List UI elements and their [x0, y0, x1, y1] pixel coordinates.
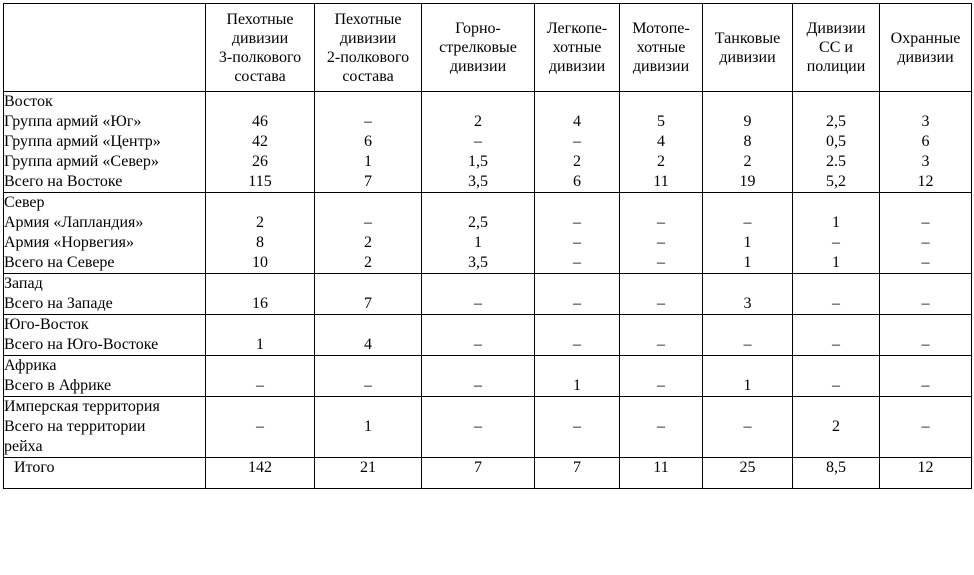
spacer: [206, 356, 314, 376]
cell-value: 0,5: [826, 133, 846, 150]
spacer: [620, 92, 702, 112]
value-cell: [620, 315, 703, 356]
spacer: [315, 315, 421, 335]
col-header-light-infantry: [535, 4, 620, 92]
section-header: Запад: [4, 275, 43, 292]
spacer: [315, 437, 421, 457]
col-header-panzer: [703, 4, 793, 92]
spacer: [535, 315, 619, 335]
value-cell: [422, 274, 535, 315]
spacer: [535, 397, 619, 417]
cell-value: 4: [364, 336, 372, 353]
value-cell: [206, 315, 315, 356]
value-cell: [535, 193, 620, 274]
cell-value: –: [573, 295, 581, 312]
total-row: [4, 458, 972, 489]
corner-cell: [4, 4, 206, 92]
row-label-cell: [4, 274, 206, 315]
spacer: [206, 193, 314, 213]
row-label: Всего на Востоке: [4, 173, 123, 190]
spacer: [703, 356, 792, 376]
col-header-line: стрелковые: [439, 39, 517, 56]
spacer: [620, 274, 702, 294]
value-cell: [620, 397, 703, 458]
spacer: [422, 193, 534, 213]
cell-value: –: [474, 377, 482, 394]
cell-value: –: [474, 418, 482, 435]
spacer: [793, 92, 879, 112]
col-header-line: Охранные: [890, 29, 961, 47]
spacer: [422, 92, 534, 112]
cell-value: 12: [917, 173, 934, 190]
cell-value: 10: [252, 254, 268, 271]
col-header-line: Мотопе-: [632, 20, 690, 37]
spacer: [703, 437, 792, 457]
col-header-line: дивизии: [632, 58, 690, 75]
spacer: [315, 92, 421, 112]
value-cell: [535, 274, 620, 315]
cell-value: –: [573, 418, 581, 435]
value-cell: [315, 274, 422, 315]
cell-value: 1: [832, 214, 840, 231]
row-label: Группа армий «Север»: [4, 153, 159, 170]
cell-value: –: [657, 377, 665, 394]
cell-value: –: [921, 214, 930, 231]
cell-value: –: [364, 377, 372, 394]
value-cell: [703, 397, 793, 458]
spacer: [703, 397, 792, 417]
cell-value: 6: [921, 133, 930, 150]
cell-value: 1: [743, 377, 752, 394]
spacer: [880, 193, 971, 213]
spacer: [880, 92, 971, 112]
cell-value: –: [657, 336, 665, 353]
cell-value: –: [921, 295, 930, 312]
cell-value: –: [256, 418, 264, 435]
col-header-mountain: [422, 4, 535, 92]
value-cell: [793, 92, 880, 193]
cell-value: 3,5: [468, 173, 488, 190]
section-header: Юго-Восток: [4, 316, 89, 333]
cell-value: 1: [743, 234, 752, 251]
cell-value: 8: [743, 133, 752, 150]
col-header-line: Пехотные: [334, 10, 402, 28]
row-label: Группа армий «Центр»: [4, 133, 161, 150]
col-header-infantry-3-regiment: [206, 4, 315, 92]
spacer: [422, 437, 534, 457]
cell-value: –: [743, 336, 752, 353]
cell-value: 7: [364, 173, 372, 190]
cell-value: 42: [252, 133, 268, 150]
cell-value: –: [743, 418, 752, 435]
value-cell: [535, 92, 620, 193]
cell-value: –: [921, 336, 930, 353]
cell-value: –: [573, 234, 581, 251]
col-header-line: хотные: [552, 39, 602, 56]
cell-value: 2: [474, 113, 482, 130]
cell-value: 2: [256, 214, 264, 231]
spacer: [703, 92, 792, 112]
cell-value: 1: [364, 153, 372, 170]
total-value: 8,5: [793, 458, 880, 489]
cell-value: –: [921, 254, 930, 271]
section-header: Африка: [4, 357, 57, 374]
spacer: [315, 356, 421, 376]
value-cell: [703, 92, 793, 193]
cell-value: 3,5: [468, 254, 488, 271]
spacer: [620, 437, 702, 457]
value-cell: [703, 315, 793, 356]
value-cell: [206, 356, 315, 397]
section-header: Имперская территория: [4, 398, 160, 415]
spacer: [703, 193, 792, 213]
col-header-line: дивизии: [719, 48, 776, 66]
col-header-line: Легкопе-: [546, 20, 608, 37]
cell-value: 1: [364, 418, 372, 435]
spacer: [703, 315, 792, 335]
cell-value: 19: [739, 173, 756, 190]
col-header-line: дивизии: [548, 58, 606, 75]
total-value: 21: [315, 458, 422, 489]
cell-value: 2: [832, 418, 840, 435]
cell-value: –: [474, 133, 482, 150]
cell-value: –: [921, 234, 930, 251]
value-cell: [206, 92, 315, 193]
cell-value: –: [573, 254, 581, 271]
value-cell: [422, 315, 535, 356]
spacer: [880, 315, 971, 335]
value-cell: [703, 274, 793, 315]
cell-value: 2: [364, 234, 372, 251]
col-header-security: [880, 4, 972, 92]
row-label-cell: [4, 92, 206, 193]
spacer: [422, 356, 534, 376]
total-label: Итого: [4, 458, 206, 489]
cell-value: 5: [657, 113, 665, 130]
value-cell: [315, 193, 422, 274]
spacer: [422, 274, 534, 294]
spacer: [206, 274, 314, 294]
row-label: Армия «Лапландия»: [4, 214, 144, 231]
spacer: [535, 437, 619, 457]
row-label-line: Всего на территории: [4, 418, 146, 435]
cell-value: 2,5: [826, 113, 846, 130]
cell-value: –: [657, 234, 665, 251]
group-row: [4, 315, 972, 356]
cell-value: –: [921, 418, 930, 435]
spacer: [703, 274, 792, 294]
value-cell: [315, 397, 422, 458]
col-header-line: хотные: [636, 39, 686, 56]
spacer: [793, 274, 879, 294]
cell-value: 115: [248, 173, 272, 190]
cell-value: 2: [743, 153, 752, 170]
group-row: [4, 397, 972, 458]
spacer: [793, 437, 879, 457]
row-label-line: рейха: [4, 438, 43, 455]
spacer: [620, 193, 702, 213]
cell-value: –: [832, 234, 840, 251]
value-cell: [793, 397, 880, 458]
col-header-line: 3-полкового: [218, 48, 302, 66]
value-cell: [206, 193, 315, 274]
cell-value: –: [657, 418, 665, 435]
value-cell: [880, 193, 972, 274]
cell-value: 1: [832, 254, 840, 271]
col-header-line: Танковые: [714, 29, 781, 47]
section-header: Север: [4, 194, 45, 211]
spacer: [315, 397, 421, 417]
spacer: [206, 397, 314, 417]
cell-value: 2.5: [826, 153, 846, 170]
row-label: Всего на Севере: [4, 254, 115, 271]
section-header: Восток: [4, 93, 53, 110]
row-label: Всего на Западе: [4, 295, 113, 312]
cell-value: –: [832, 295, 840, 312]
value-cell: [880, 397, 972, 458]
cell-value: 4: [573, 113, 581, 130]
col-header-line: Горно-: [455, 20, 501, 37]
row-label-cell: [4, 315, 206, 356]
cell-value: –: [743, 214, 752, 231]
group-row: [4, 92, 972, 193]
spacer: [206, 315, 314, 335]
total-value: 12: [880, 458, 972, 489]
col-header-line: Дивизии: [806, 20, 866, 37]
cell-value: 8: [256, 234, 264, 251]
spacer: [206, 92, 314, 112]
cell-value: 1: [256, 336, 264, 353]
cell-value: –: [474, 295, 482, 312]
value-cell: [880, 356, 972, 397]
value-cell: [793, 315, 880, 356]
value-cell: [880, 315, 972, 356]
value-cell: [422, 92, 535, 193]
cell-value: 3: [921, 113, 930, 130]
value-cell: [793, 193, 880, 274]
cell-value: –: [364, 113, 372, 130]
spacer: [315, 193, 421, 213]
cell-value: 6: [573, 173, 581, 190]
cell-value: 3: [921, 153, 930, 170]
cell-value: –: [657, 295, 665, 312]
value-cell: [315, 356, 422, 397]
spacer: [315, 274, 421, 294]
cell-value: 11: [653, 173, 669, 190]
value-cell: [703, 193, 793, 274]
value-cell: [880, 274, 972, 315]
value-cell: [880, 92, 972, 193]
cell-value: 2,5: [468, 214, 488, 231]
value-cell: [206, 274, 315, 315]
col-header-line: дивизии: [339, 29, 397, 47]
group-row: [4, 193, 972, 274]
group-row: [4, 356, 972, 397]
col-header-motorized: [620, 4, 703, 92]
spacer: [535, 193, 619, 213]
cell-value: –: [364, 214, 372, 231]
spacer: [620, 315, 702, 335]
row-label: Всего в Африке: [4, 377, 112, 394]
row-label: Армия «Норвегия»: [4, 234, 134, 251]
col-header-line: полиции: [806, 58, 866, 75]
value-cell: [535, 356, 620, 397]
spacer: [793, 315, 879, 335]
col-header-line: дивизии: [231, 29, 289, 47]
cell-value: –: [256, 377, 264, 394]
cell-value: 2: [364, 254, 372, 271]
cell-value: –: [657, 254, 665, 271]
spacer: [880, 356, 971, 376]
cell-value: –: [474, 336, 482, 353]
spacer: [206, 437, 314, 457]
cell-value: 7: [364, 295, 372, 312]
total-value: 142: [206, 458, 315, 489]
row-label-cell: [4, 356, 206, 397]
col-header-infantry-2-regiment: [315, 4, 422, 92]
total-value: 7: [422, 458, 535, 489]
cell-value: 46: [252, 113, 268, 130]
spacer: [880, 274, 971, 294]
cell-value: –: [657, 214, 665, 231]
value-cell: [793, 356, 880, 397]
value-cell: [620, 274, 703, 315]
value-cell: [535, 315, 620, 356]
spacer: [793, 356, 879, 376]
value-cell: [422, 193, 535, 274]
value-cell: [535, 397, 620, 458]
cell-value: 1: [474, 234, 482, 251]
spacer: [535, 356, 619, 376]
value-cell: [620, 356, 703, 397]
value-cell: [793, 274, 880, 315]
cell-value: –: [832, 377, 840, 394]
row-label-cell: [4, 193, 206, 274]
value-cell: [620, 193, 703, 274]
col-header-line: Пехотные: [226, 10, 294, 28]
value-cell: [315, 315, 422, 356]
col-header-line: дивизии: [449, 58, 507, 75]
spacer: [422, 397, 534, 417]
header-row: [4, 4, 972, 92]
col-header-line: состава: [342, 67, 394, 85]
value-cell: [315, 92, 422, 193]
total-value: 25: [703, 458, 793, 489]
row-label: Группа армий «Юг»: [4, 113, 142, 130]
spacer: [880, 397, 971, 417]
spacer: [535, 274, 619, 294]
spacer: [620, 397, 702, 417]
group-row: [4, 274, 972, 315]
cell-value: 16: [252, 295, 268, 312]
spacer: [793, 193, 879, 213]
col-header-line: СС и: [819, 39, 853, 56]
cell-value: 26: [252, 153, 268, 170]
row-label: Всего на Юго-Востоке: [4, 336, 159, 353]
cell-value: 9: [743, 113, 752, 130]
cell-value: 6: [364, 133, 372, 150]
cell-value: –: [573, 336, 581, 353]
cell-value: –: [921, 377, 930, 394]
spacer: [535, 92, 619, 112]
value-cell: [422, 397, 535, 458]
spacer: [422, 315, 534, 335]
spacer: [793, 397, 879, 417]
cell-value: –: [573, 133, 581, 150]
col-header-line: дивизии: [897, 48, 954, 66]
col-header-ss-police: [793, 4, 880, 92]
cell-value: 4: [657, 133, 665, 150]
row-label-cell: [4, 397, 206, 458]
spacer: [620, 356, 702, 376]
cell-value: 2: [573, 153, 581, 170]
value-cell: [620, 92, 703, 193]
cell-value: –: [573, 214, 581, 231]
cell-value: 1: [573, 377, 581, 394]
value-cell: [703, 356, 793, 397]
value-cell: [422, 356, 535, 397]
cell-value: 1,5: [468, 153, 488, 170]
spacer: [880, 437, 971, 457]
value-cell: [206, 397, 315, 458]
cell-value: –: [832, 336, 840, 353]
col-header-line: состава: [234, 67, 286, 85]
total-value: 7: [535, 458, 620, 489]
cell-value: 5,2: [826, 173, 846, 190]
total-value: 11: [620, 458, 703, 489]
cell-value: 1: [743, 254, 752, 271]
table-body: [4, 92, 972, 489]
divisions-table: [3, 3, 972, 489]
col-header-line: 2-полкового: [326, 48, 410, 66]
cell-value: 3: [743, 295, 752, 312]
cell-value: 2: [657, 153, 665, 170]
